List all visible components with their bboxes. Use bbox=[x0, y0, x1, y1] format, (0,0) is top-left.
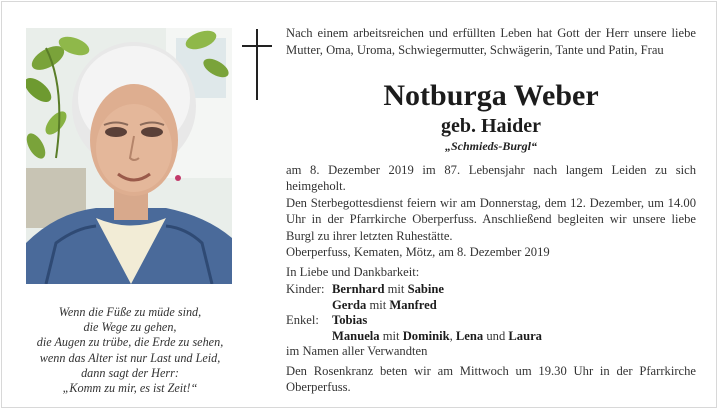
poem-line: dann sagt der Herr: bbox=[81, 365, 179, 380]
conjunction: mit bbox=[387, 282, 405, 296]
family-member: Gerda bbox=[332, 297, 367, 312]
poem-line: die Wege zu gehen, bbox=[83, 320, 177, 335]
family-member: Laura bbox=[508, 328, 542, 343]
rosary-text: Den Rosenkranz beten wir am Mittwoch um 19.30 Uhr in der Pfarrkirche Oberperfuss. bbox=[286, 364, 696, 394]
family-member: Sabine bbox=[407, 282, 444, 296]
family-row bbox=[286, 313, 696, 329]
death-text: am 8. Dezember 2019 im 87. Lebensjahr nach langem Leiden zu sich heimgeholt. bbox=[286, 163, 696, 194]
family-member: Tobias bbox=[332, 313, 368, 328]
poem-line: Wenn die Füße zu müde sind, bbox=[58, 305, 202, 319]
obituary-card bbox=[1, 1, 717, 408]
thanks-line: In Liebe und Dankbarkeit: bbox=[286, 265, 420, 279]
family-list bbox=[286, 282, 696, 360]
conjunction: mit bbox=[382, 328, 400, 343]
comma: , bbox=[449, 328, 453, 343]
enkel-label: Enkel: bbox=[286, 313, 319, 328]
cross-icon bbox=[242, 29, 272, 100]
family-member: Manuela bbox=[332, 328, 380, 343]
family-row bbox=[286, 329, 696, 345]
poem bbox=[20, 305, 240, 396]
family-member: Bernhard bbox=[332, 282, 385, 296]
mass-text: Den Sterbegottesdienst feiern wir am Donnerstag, dem 12. Dezember, um 14.00 Uhr in der Pfarrkirche Oberperfuss. Anschließend begleiten wir unsere liebe Burgl zu ihrer letzten Ruhestätte. bbox=[286, 195, 696, 243]
poem-line: wenn das Alter ist nur Last und Leid, bbox=[39, 350, 221, 365]
poem-line: die Augen zu trübe, die Erde zu sehen, bbox=[36, 335, 224, 350]
conjunction: und bbox=[486, 328, 506, 343]
poem-line: „Komm zu mir, es ist Zeit!“ bbox=[62, 381, 198, 396]
family-row bbox=[286, 282, 696, 298]
relatives-line: im Namen aller Verwandten bbox=[286, 344, 428, 359]
family-member: Lena bbox=[455, 328, 484, 343]
family-member: Manfred bbox=[389, 297, 437, 312]
intro-text: Nach einem arbeitsreichen und erfüllten Leben hat Gott der Herr unsere liebe Mutter, Oma, Uroma, Schwiegermutter, Schwägerin, Tante und Patin, Frau bbox=[286, 26, 696, 57]
kinder-label: Kinder: bbox=[286, 282, 325, 296]
deceased-name: Notburga Weber bbox=[383, 79, 599, 112]
place-date: Oberperfuss, Kematen, Mötz, am 8. Dezember 2019 bbox=[286, 245, 550, 259]
family-member: Dominik bbox=[402, 328, 450, 343]
family-row bbox=[286, 298, 696, 314]
conjunction: mit bbox=[369, 297, 387, 312]
nickname: „Schmieds-Burgl“ bbox=[444, 139, 537, 153]
maiden-name: geb. Haider bbox=[441, 115, 541, 137]
portrait-photo bbox=[26, 28, 232, 284]
death-notice bbox=[286, 162, 696, 244]
